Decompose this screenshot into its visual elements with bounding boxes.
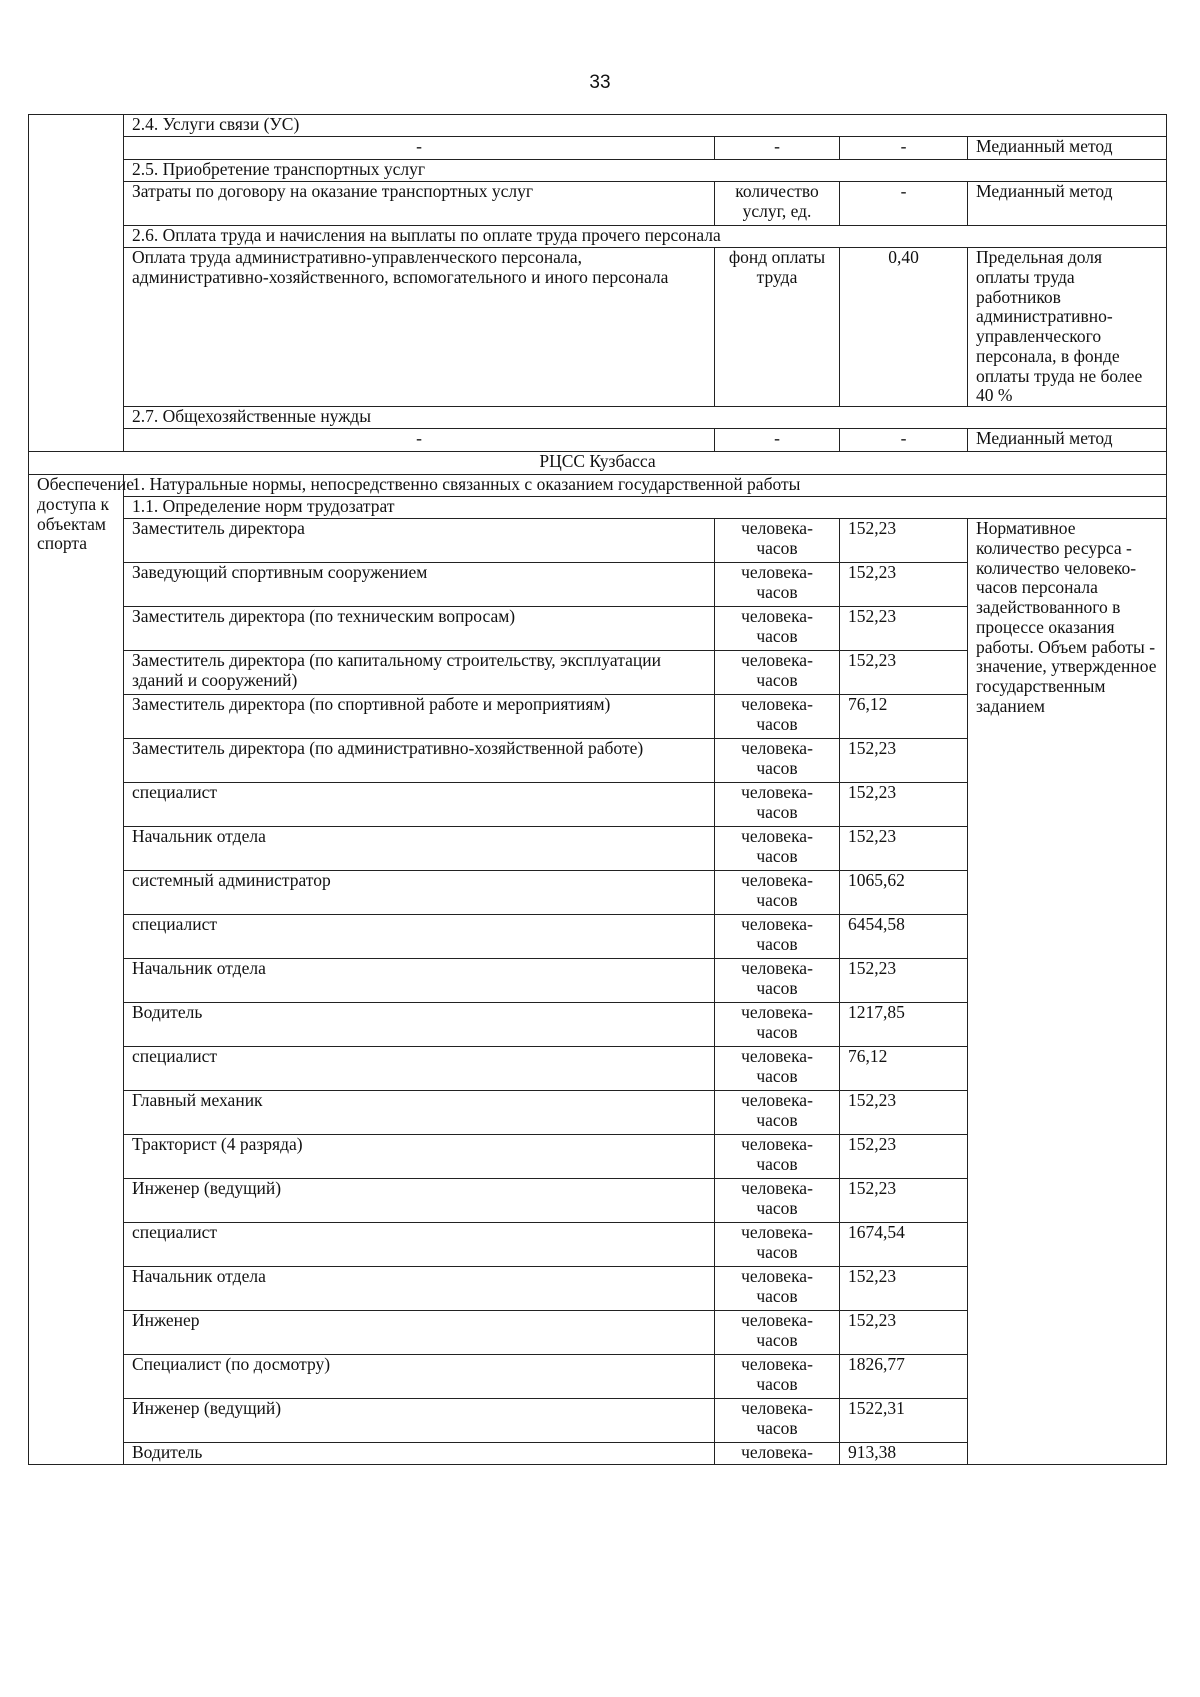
- resource-unit: человека-часов: [715, 1223, 840, 1267]
- resource-unit: человека-часов: [715, 1003, 840, 1047]
- resource-name: Специалист (по досмотру): [124, 1355, 715, 1399]
- resource-value: 152,23: [840, 651, 968, 695]
- resource-name: Заместитель директора (по капитальному строительству, эксплуатации зданий и сооружений): [124, 651, 715, 695]
- resource-value: 152,23: [840, 607, 968, 651]
- section-title: 1. Натуральные нормы, непосредственно связанных с оказанием государственной работы: [124, 475, 1167, 497]
- resource-unit: человека-часов: [715, 871, 840, 915]
- resource-name: Заместитель директора (по техническим вопросам): [124, 607, 715, 651]
- resource-value: 6454,58: [840, 915, 968, 959]
- resource-unit: человека-часов: [715, 1355, 840, 1399]
- section-row: [29, 475, 1167, 497]
- resource-value: 913,38: [840, 1443, 968, 1465]
- section-title: 2.6. Оплата труда и начисления на выплаты по оплате труда прочего персонала: [124, 226, 1167, 248]
- service-name: Обеспечение доступа к объектам спорта: [29, 475, 124, 1465]
- resource-unit: человека-часов: [715, 1047, 840, 1091]
- resource-value: 152,23: [840, 1135, 968, 1179]
- resource-name: Заместитель директора (по спортивной работе и мероприятиям): [124, 695, 715, 739]
- section-row: [29, 160, 1167, 182]
- section-title: 2.5. Приобретение транспортных услуг: [124, 160, 1167, 182]
- section-row: [29, 115, 1167, 137]
- section-row: [29, 226, 1167, 248]
- resource-value: 152,23: [840, 1091, 968, 1135]
- resource-unit: человека-часов: [715, 959, 840, 1003]
- resource-name: специалист: [124, 915, 715, 959]
- resource-unit: человека-часов: [715, 915, 840, 959]
- page-number: 33: [589, 72, 611, 93]
- resource-value: 1826,77: [840, 1355, 968, 1399]
- resource-name: Заместитель директора (по административно-хозяйственной работе): [124, 739, 715, 783]
- resource-value: -: [840, 182, 968, 226]
- table-row: [29, 248, 1167, 407]
- resource-name: Инженер (ведущий): [124, 1399, 715, 1443]
- resource-unit: -: [715, 137, 840, 160]
- resource-unit: человека-часов: [715, 1091, 840, 1135]
- resource-value: -: [840, 137, 968, 160]
- table-row: [29, 182, 1167, 226]
- resource-value: 152,23: [840, 827, 968, 871]
- norms-table: [28, 114, 1167, 1465]
- section-row: [29, 497, 1167, 519]
- resource-value: 152,23: [840, 1179, 968, 1223]
- resource-name: Инженер (ведущий): [124, 1179, 715, 1223]
- table-row: [29, 519, 1167, 563]
- table-row: [29, 429, 1167, 452]
- empty-service-cell: [29, 115, 124, 452]
- resource-name: системный администратор: [124, 871, 715, 915]
- resource-unit: человека-часов: [715, 1135, 840, 1179]
- resource-value: 152,23: [840, 783, 968, 827]
- resource-name: Заместитель директора: [124, 519, 715, 563]
- method-text: Медианный метод: [968, 182, 1167, 226]
- resource-name: -: [124, 429, 715, 452]
- resource-unit: человека-часов: [715, 1399, 840, 1443]
- resource-name: Начальник отдела: [124, 1267, 715, 1311]
- resource-value: 152,23: [840, 959, 968, 1003]
- method-text: Предельная доля оплаты труда работников административно-управленческого персонала, в фонде оплаты труда не более 40 %: [968, 248, 1167, 407]
- resource-name: Затраты по договору на оказание транспортных услуг: [124, 182, 715, 226]
- resource-unit: человека-часов: [715, 1311, 840, 1355]
- resource-value: 76,12: [840, 695, 968, 739]
- resource-value: 152,23: [840, 519, 968, 563]
- method-text: Нормативное количество ресурса - количество человеко-часов персонала задействованного в процессе оказания работы. Объем работы - значение, утвержденное государственным заданием: [968, 519, 1167, 1465]
- resource-name: Заведующий спортивным сооружением: [124, 563, 715, 607]
- resource-unit: количество услуг, ед.: [715, 182, 840, 226]
- resource-unit: человека-часов: [715, 651, 840, 695]
- resource-name: Водитель: [124, 1443, 715, 1465]
- resource-name: специалист: [124, 783, 715, 827]
- resource-unit: человека-часов: [715, 739, 840, 783]
- resource-name: Начальник отдела: [124, 959, 715, 1003]
- method-text: Медианный метод: [968, 137, 1167, 160]
- org-header: РЦСС Кузбасса: [29, 452, 1167, 475]
- resource-value: 0,40: [840, 248, 968, 407]
- resource-value: 1522,31: [840, 1399, 968, 1443]
- resource-unit: человека-часов: [715, 1267, 840, 1311]
- resource-unit: человека-часов: [715, 827, 840, 871]
- resource-name: Инженер: [124, 1311, 715, 1355]
- resource-value: 152,23: [840, 739, 968, 783]
- resource-name: специалист: [124, 1223, 715, 1267]
- resource-unit: фонд оплаты труда: [715, 248, 840, 407]
- org-header-row: [29, 452, 1167, 475]
- resource-value: 152,23: [840, 1267, 968, 1311]
- resource-name: Оплата труда административно-управленческого персонала, административно-хозяйственного, вспомогательного и иного персонала: [124, 248, 715, 407]
- resource-unit: человека-часов: [715, 783, 840, 827]
- resource-value: 152,23: [840, 1311, 968, 1355]
- resource-unit: человека-: [715, 1443, 840, 1465]
- resource-value: 1065,62: [840, 871, 968, 915]
- resource-unit: человека-часов: [715, 1179, 840, 1223]
- resource-value: -: [840, 429, 968, 452]
- resource-name: Тракторист (4 разряда): [124, 1135, 715, 1179]
- resource-value: 1217,85: [840, 1003, 968, 1047]
- section-row: [29, 407, 1167, 429]
- resource-unit: человека-часов: [715, 519, 840, 563]
- resource-value: 76,12: [840, 1047, 968, 1091]
- resource-name: специалист: [124, 1047, 715, 1091]
- resource-unit: человека-часов: [715, 695, 840, 739]
- section-title: 2.7. Общехозяйственные нужды: [124, 407, 1167, 429]
- resource-name: -: [124, 137, 715, 160]
- resource-unit: -: [715, 429, 840, 452]
- resource-value: 1674,54: [840, 1223, 968, 1267]
- section-title: 1.1. Определение норм трудозатрат: [124, 497, 1167, 519]
- resource-name: Водитель: [124, 1003, 715, 1047]
- resource-value: 152,23: [840, 563, 968, 607]
- section-title: 2.4. Услуги связи (УС): [124, 115, 1167, 137]
- resource-name: Начальник отдела: [124, 827, 715, 871]
- resource-unit: человека-часов: [715, 607, 840, 651]
- method-text: Медианный метод: [968, 429, 1167, 452]
- table-row: [29, 137, 1167, 160]
- resource-unit: человека-часов: [715, 563, 840, 607]
- resource-name: Главный механик: [124, 1091, 715, 1135]
